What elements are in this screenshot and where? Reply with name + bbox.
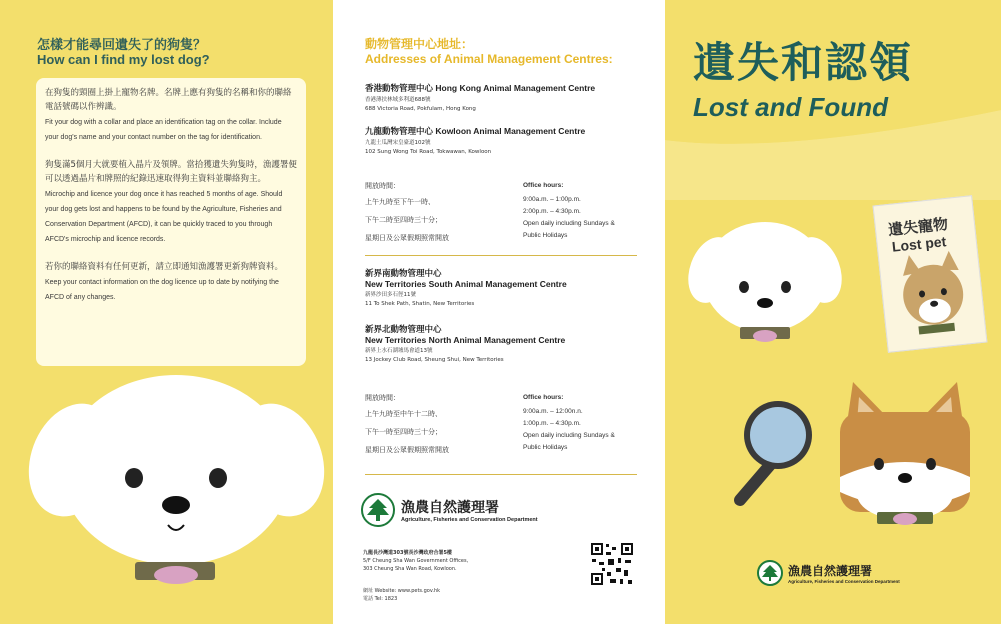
footer-address-zh: 九龍長沙灣道303號長沙灣政府合署5樓 xyxy=(363,550,452,556)
hours-2-en-line: Public Holidays xyxy=(523,444,568,451)
hours-2-en-line: Open daily including Sundays & xyxy=(523,432,615,439)
footer-website: 網址 Website: www.pets.gov.hk xyxy=(363,588,441,594)
afcd-name-en: Agriculture, Fisheries and Conservation Department xyxy=(788,579,900,584)
nts-centre xyxy=(365,267,567,309)
title-en: Lost and Found xyxy=(693,92,888,122)
qr-code xyxy=(590,542,634,586)
hours-1-zh-line: 下午二時至四時三十分； xyxy=(365,216,442,224)
afcd-logo xyxy=(361,493,538,527)
kln-centre-addr-en: 102 Sung Wong Toi Road, Tokwawan, Kowloon xyxy=(365,149,492,155)
hours-1-en-line: Public Holidays xyxy=(523,232,568,239)
hours-1-en-heading: Office hours: xyxy=(523,182,564,189)
nts-centre-addr-zh: 新界沙田多石徑11號 xyxy=(365,292,416,298)
hk-centre xyxy=(365,82,595,114)
hours-2-zh-heading: 開放時間： xyxy=(365,394,400,402)
afcd-name-zh: 漁農自然護理署 xyxy=(401,500,499,516)
hours-1-zh-heading: 開放時間： xyxy=(365,182,400,190)
footer-address xyxy=(363,549,468,573)
afcd-name-zh: 漁農自然護理署 xyxy=(788,564,873,578)
tip-1-zh: 在狗隻的頸圈上掛上寵物名牌。名牌上應有狗隻的名稱和你的聯絡電話號碼以作辨識。 xyxy=(45,88,292,112)
divider xyxy=(365,474,637,475)
question-heading-zh: 怎樣才能尋回遺失了的狗隻？ xyxy=(37,38,207,53)
hours-2-zh-line: 星期日及公眾假期照常開放 xyxy=(365,446,449,454)
title-zh: 遺失和認領 xyxy=(693,38,914,87)
ntn-centre xyxy=(365,323,565,365)
footer-address-en: 303 Cheung Sha Wan Road, Kowloon. xyxy=(363,566,457,572)
hours-1-en-line: 2:00p.m. – 4:30p.m. xyxy=(523,208,581,215)
hours-2-zh-line: 下午一時至四時三十分； xyxy=(365,428,442,436)
shiba-dog-illustration xyxy=(835,382,975,532)
tip-2-en: Microchip and licence your dog once it has reached 5 months of age. Should your dog gets lost and happens to be found by the Agriculture, Fisheries and Conservation Department (AFCD), it can be quickly traced to you through AFCD's microchip and licence records. xyxy=(45,191,283,243)
tip-3-zh: 若你的聯絡資料有任何更新，請立即通知漁護署更新狗牌資料。 xyxy=(45,262,284,272)
hours-2-zh xyxy=(365,391,449,459)
white-dog-illustration xyxy=(0,0,333,624)
hours-1-zh-line: 星期日及公眾假期照常開放 xyxy=(365,234,449,242)
ntn-centre-name-en: New Territories North Animal Management Centre xyxy=(365,335,566,345)
hk-centre-name: 香港動物管理中心 Hong Kong Animal Management Centre xyxy=(365,83,596,93)
tip-3-en: Keep your contact information on the dog licence up to date by notifying the AFCD of any changes. xyxy=(45,279,279,301)
tip-2-zh: 狗隻滿5個月大就要植入晶片及領牌。當拾獲遺失狗隻時，漁護署便可以透過晶片和牌照的紀錄迅速取得狗主資料並聯絡狗主。 xyxy=(45,160,297,184)
divider xyxy=(365,255,637,256)
hours-2-en xyxy=(523,392,615,454)
kln-centre xyxy=(365,125,585,157)
left-panel xyxy=(0,0,333,624)
hours-1-zh xyxy=(365,179,449,247)
magnifying-glass-icon xyxy=(710,395,820,515)
afcd-name-en: Agriculture, Fisheries and Conservation Department xyxy=(401,517,538,523)
footer-contact xyxy=(363,587,440,603)
hours-1-en-line: 9:00a.m. – 1:00p.m. xyxy=(523,196,581,203)
hours-2-en-line: 9:00a.m. – 12:00n.n. xyxy=(523,408,583,415)
kln-centre-name: 九龍動物管理中心 Kowloon Animal Management Centre xyxy=(365,126,586,136)
right-panel xyxy=(665,0,1001,624)
poster-dog-icon xyxy=(889,249,978,347)
hours-1-en-line: Open daily including Sundays & xyxy=(523,220,615,227)
question-heading-en: How can I find my lost dog? xyxy=(37,52,210,67)
middle-panel xyxy=(333,0,665,624)
addresses-heading-en: Addresses of Animal Management Centres: xyxy=(365,52,613,66)
hours-2-en-line: 1:00p.m. – 4:30p.m. xyxy=(523,420,581,427)
white-dog-illustration xyxy=(690,215,840,355)
nts-centre-name-en: New Territories South Animal Management Centre xyxy=(365,279,567,289)
ntn-centre-addr-en: 13 Jockey Club Road, Sheung Shui, New Territories xyxy=(365,357,504,363)
addresses-heading-zh: 動物管理中心地址： xyxy=(365,37,474,51)
hours-1-en xyxy=(523,180,615,242)
tip-1-en: Fit your dog with a collar and place an identification tag on the collar. Include your dog's name and your contact number on the tag for identification. xyxy=(45,119,282,141)
nts-centre-addr-en: 11 To Shek Path, Shatin, New Territories xyxy=(365,301,475,307)
hours-2-en-heading: Office hours: xyxy=(523,394,564,401)
tree-logo-icon xyxy=(361,493,395,527)
ntn-centre-name-zh: 新界北動物管理中心 xyxy=(365,324,442,334)
hk-centre-addr-zh: 香港薄扶林域多利道688號 xyxy=(365,97,431,103)
poster-title-zh: 遺失寵物 xyxy=(887,214,949,240)
hk-centre-addr-en: 688 Victoria Road, Pokfulam, Hong Kong xyxy=(365,106,476,112)
kln-centre-addr-zh: 九龍土瓜灣宋皇臺道102號 xyxy=(365,140,431,146)
lost-pet-poster xyxy=(873,195,988,353)
poster-title-en: Lost pet xyxy=(891,233,947,255)
footer-address-en: 5/F Cheung Sha Wan Government Offices, xyxy=(363,558,469,564)
tree-logo-icon xyxy=(757,560,783,586)
footer-tel: 電話 Tel: 1823 xyxy=(363,596,398,602)
hours-2-zh-line: 上午九時至中午十二時、 xyxy=(365,410,442,418)
nts-centre-name-zh: 新界南動物管理中心 xyxy=(365,268,442,278)
afcd-logo xyxy=(757,560,900,586)
ntn-centre-addr-zh: 新界上水石湖墟馬會道13號 xyxy=(365,348,433,354)
hours-1-zh-line: 上午九時至下午一時、 xyxy=(365,198,435,206)
